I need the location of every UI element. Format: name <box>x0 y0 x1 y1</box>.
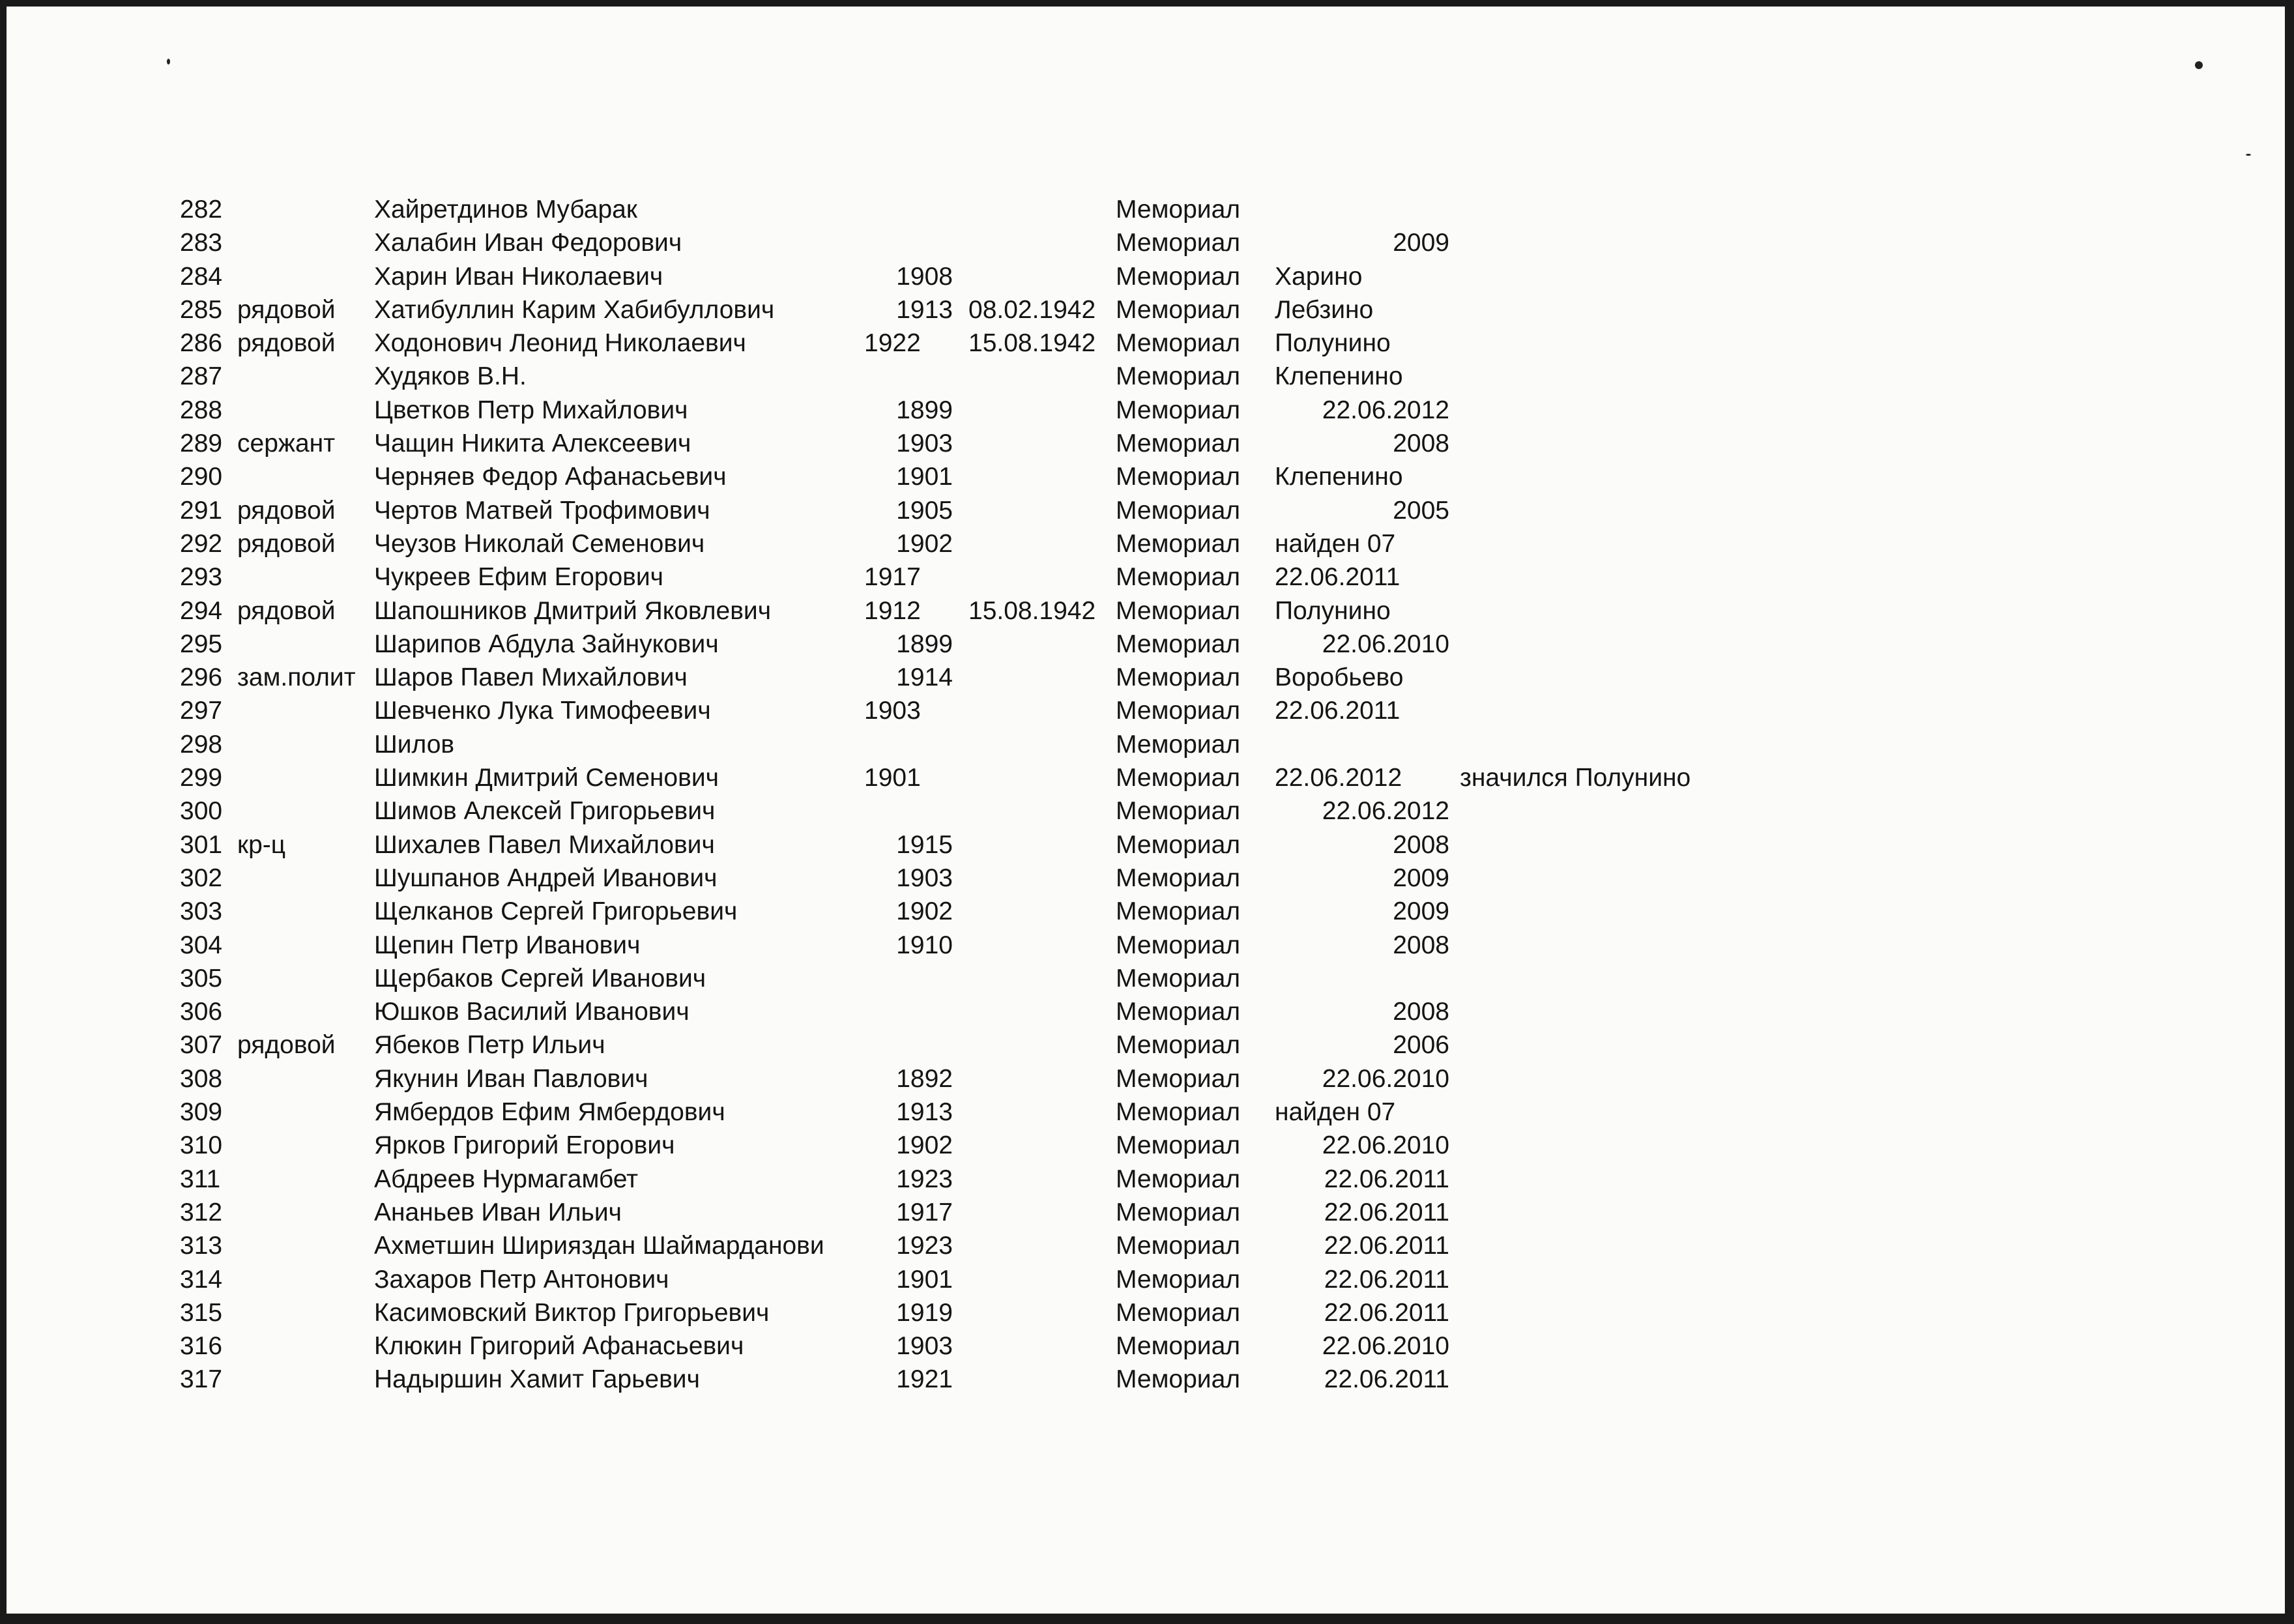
info-cell: 22.06.2011 <box>1324 1232 1449 1260</box>
row-number: 283 <box>180 229 223 257</box>
birth-year-cell: 1910 <box>896 931 953 959</box>
death-date-cell: 15.08.1942 <box>968 596 1096 625</box>
info-cell: 22.06.2010 <box>1322 1332 1449 1361</box>
death-date-cell: 08.02.1942 <box>968 295 1096 324</box>
info-cell: 2008 <box>1393 998 1449 1026</box>
info-cell: 2006 <box>1393 1031 1449 1060</box>
birth-year-cell: 1917 <box>864 563 921 592</box>
row-number: 289 <box>180 429 223 458</box>
table-row <box>0 394 2294 427</box>
info-cell: 22.06.2011 <box>1324 1298 1449 1327</box>
row-number: 298 <box>180 730 223 759</box>
table-row <box>0 594 2294 628</box>
name-cell: Надыршин Хамит Гарьевич <box>374 1365 700 1394</box>
info-cell: 22.06.2010 <box>1322 1064 1449 1093</box>
source-cell: Мемориал <box>1116 1365 1241 1394</box>
name-cell: Ахметшин Ширияздан Шаймарданови <box>374 1232 824 1260</box>
name-cell: Чащин Никита Алексеевич <box>374 429 691 458</box>
table-row <box>0 1028 2294 1062</box>
name-cell: Шимкин Дмитрий Семенович <box>374 764 719 792</box>
table-row <box>0 761 2294 794</box>
table-row <box>0 794 2294 828</box>
row-number: 291 <box>180 496 223 525</box>
name-cell: Ямбердов Ефим Ямбердович <box>374 1098 725 1127</box>
source-cell: Мемориал <box>1116 764 1241 792</box>
source-cell: Мемориал <box>1116 663 1241 692</box>
table-row <box>0 1296 2294 1329</box>
source-cell: Мемориал <box>1116 362 1241 391</box>
table-row <box>0 1363 2294 1396</box>
row-number: 288 <box>180 396 223 424</box>
birth-year-cell: 1902 <box>896 1131 953 1160</box>
scan-speck <box>167 59 170 65</box>
birth-year-cell: 1892 <box>896 1064 953 1093</box>
table-row <box>0 360 2294 393</box>
table-row <box>0 1062 2294 1095</box>
rank-cell: рядовой <box>237 329 336 358</box>
info-cell: 2009 <box>1393 229 1449 257</box>
info-cell: 22.06.2011 <box>1324 1365 1449 1394</box>
info-cell: 2009 <box>1393 863 1449 892</box>
source-cell: Мемориал <box>1116 529 1241 558</box>
info-cell: Полунино <box>1275 329 1391 358</box>
birth-year-cell: 1912 <box>864 596 921 625</box>
table-row <box>0 862 2294 895</box>
row-number: 300 <box>180 797 223 826</box>
rank-cell: рядовой <box>237 295 336 324</box>
birth-year-cell: 1917 <box>896 1198 953 1226</box>
source-cell: Мемориал <box>1116 797 1241 826</box>
birth-year-cell: 1915 <box>896 830 953 859</box>
name-cell: Щелканов Сергей Григорьевич <box>374 897 738 926</box>
source-cell: Мемориал <box>1116 1165 1241 1193</box>
name-cell: Черняев Федор Афанасьевич <box>374 463 727 491</box>
source-cell: Мемориал <box>1116 229 1241 257</box>
rank-cell: рядовой <box>237 529 336 558</box>
table-row <box>0 1163 2294 1196</box>
rank-cell: рядовой <box>237 596 336 625</box>
table-row <box>0 1263 2294 1296</box>
info-cell: найден 07 <box>1275 1098 1396 1127</box>
rank-cell: кр-ц <box>237 830 286 859</box>
name-cell: Харин Иван Николаевич <box>374 262 663 291</box>
source-cell: Мемориал <box>1116 329 1241 358</box>
row-number: 284 <box>180 262 223 291</box>
table-row <box>0 929 2294 962</box>
name-cell: Ябеков Петр Ильич <box>374 1031 605 1060</box>
birth-year-cell: 1903 <box>896 863 953 892</box>
rank-cell: рядовой <box>237 496 336 525</box>
rank-cell: рядовой <box>237 1031 336 1060</box>
birth-year-cell: 1921 <box>896 1365 953 1394</box>
name-cell: Шушпанов Андрей Иванович <box>374 863 718 892</box>
row-number: 313 <box>180 1232 223 1260</box>
table-row <box>0 1095 2294 1129</box>
name-cell: Чертов Матвей Трофимович <box>374 496 710 525</box>
birth-year-cell: 1913 <box>896 1098 953 1127</box>
name-cell: Щепин Петр Иванович <box>374 931 641 959</box>
info-cell: 2008 <box>1393 931 1449 959</box>
source-cell: Мемориал <box>1116 1232 1241 1260</box>
info-cell: 22.06.2011 <box>1275 697 1401 725</box>
table-row <box>0 260 2294 293</box>
table-row <box>0 293 2294 326</box>
source-cell: Мемориал <box>1116 931 1241 959</box>
info-cell: 22.06.2012 <box>1322 396 1449 424</box>
birth-year-cell: 1919 <box>896 1298 953 1327</box>
info-cell: Клепенино <box>1275 362 1403 391</box>
table-row <box>0 427 2294 460</box>
row-number: 292 <box>180 529 223 558</box>
birth-year-cell: 1903 <box>896 429 953 458</box>
birth-year-cell: 1902 <box>896 897 953 926</box>
source-cell: Мемориал <box>1116 596 1241 625</box>
row-number: 309 <box>180 1098 223 1127</box>
table-row <box>0 560 2294 594</box>
name-cell: Щербаков Сергей Иванович <box>374 964 706 993</box>
row-number: 290 <box>180 463 223 491</box>
row-number: 301 <box>180 830 223 859</box>
info-cell: 22.06.2011 <box>1275 563 1401 592</box>
info-cell: 2008 <box>1393 830 1449 859</box>
info-cell: Лебзино <box>1275 295 1374 324</box>
row-number: 315 <box>180 1298 223 1327</box>
source-cell: Мемориал <box>1116 563 1241 592</box>
birth-year-cell: 1899 <box>896 630 953 658</box>
row-number: 314 <box>180 1265 223 1294</box>
table-row <box>0 494 2294 527</box>
source-cell: Мемориал <box>1116 897 1241 926</box>
info-cell: 2009 <box>1393 897 1449 926</box>
rank-cell: зам.полит <box>237 663 356 692</box>
source-cell: Мемориал <box>1116 1064 1241 1093</box>
name-cell: Клюкин Григорий Афанасьевич <box>374 1332 744 1361</box>
name-cell: Юшков Василий Иванович <box>374 998 690 1026</box>
source-cell: Мемориал <box>1116 262 1241 291</box>
row-number: 294 <box>180 596 223 625</box>
row-number: 299 <box>180 764 223 792</box>
source-cell: Мемориал <box>1116 1332 1241 1361</box>
birth-year-cell: 1923 <box>896 1165 953 1193</box>
row-number: 304 <box>180 931 223 959</box>
table-row <box>0 1196 2294 1229</box>
birth-year-cell: 1903 <box>864 697 921 725</box>
name-cell: Ананьев Иван Ильич <box>374 1198 622 1226</box>
table-row <box>0 226 2294 259</box>
source-cell: Мемориал <box>1116 1298 1241 1327</box>
info-cell: 22.06.2012 <box>1322 797 1449 826</box>
row-number: 286 <box>180 329 223 358</box>
info-cell: 22.06.2010 <box>1322 1131 1449 1160</box>
row-number: 317 <box>180 1365 223 1394</box>
source-cell: Мемориал <box>1116 630 1241 658</box>
birth-year-cell: 1903 <box>896 1332 953 1361</box>
birth-year-cell: 1913 <box>896 295 953 324</box>
name-cell: Абдреев Нурмагамбет <box>374 1165 638 1193</box>
name-cell: Хатибуллин Карим Хабибуллович <box>374 295 775 324</box>
row-number: 296 <box>180 663 223 692</box>
death-date-cell: 15.08.1942 <box>968 329 1096 358</box>
info-cell: 22.06.2011 <box>1324 1265 1449 1294</box>
row-number: 293 <box>180 563 223 592</box>
table-row <box>0 895 2294 928</box>
row-number: 307 <box>180 1031 223 1060</box>
row-number: 297 <box>180 697 223 725</box>
name-cell: Шаров Павел Михайлович <box>374 663 688 692</box>
name-cell: Якунин Иван Павлович <box>374 1064 648 1093</box>
name-cell: Худяков В.Н. <box>374 362 527 391</box>
birth-year-cell: 1923 <box>896 1232 953 1260</box>
birth-year-cell: 1905 <box>896 496 953 525</box>
row-number: 310 <box>180 1131 223 1160</box>
table-row <box>0 694 2294 727</box>
birth-year-cell: 1901 <box>896 463 953 491</box>
name-cell: Шимов Алексей Григорьевич <box>374 797 716 826</box>
table-row <box>0 326 2294 360</box>
info-cell: Воробьево <box>1275 663 1404 692</box>
info-cell: 2008 <box>1393 429 1449 458</box>
table-row <box>0 962 2294 995</box>
birth-year-cell: 1901 <box>864 764 921 792</box>
source-cell: Мемориал <box>1116 730 1241 759</box>
name-cell: Ярков Григорий Егорович <box>374 1131 675 1160</box>
birth-year-cell: 1922 <box>864 329 921 358</box>
name-cell: Шихалев Павел Михайлович <box>374 830 715 859</box>
name-cell: Шарипов Абдула Зайнукович <box>374 630 719 658</box>
row-number: 285 <box>180 295 223 324</box>
table-row <box>0 1329 2294 1363</box>
source-cell: Мемориал <box>1116 697 1241 725</box>
scan-speck <box>2195 61 2203 69</box>
row-number: 302 <box>180 863 223 892</box>
source-cell: Мемориал <box>1116 496 1241 525</box>
row-number: 311 <box>180 1165 221 1193</box>
info-cell: 22.06.2012 <box>1275 764 1402 792</box>
source-cell: Мемориал <box>1116 830 1241 859</box>
source-cell: Мемориал <box>1116 1131 1241 1160</box>
name-cell: Цветков Петр Михайлович <box>374 396 688 424</box>
row-number: 287 <box>180 362 223 391</box>
name-cell: Шапошников Дмитрий Яковлевич <box>374 596 772 625</box>
row-number: 306 <box>180 998 223 1026</box>
birth-year-cell: 1902 <box>896 529 953 558</box>
table-row <box>0 193 2294 226</box>
name-cell: Чукреев Ефим Егорович <box>374 563 663 592</box>
source-cell: Мемориал <box>1116 295 1241 324</box>
table-row <box>0 728 2294 761</box>
info-cell: Харино <box>1275 262 1363 291</box>
source-cell: Мемориал <box>1116 196 1241 224</box>
row-number: 308 <box>180 1064 223 1093</box>
birth-year-cell: 1901 <box>896 1265 953 1294</box>
row-number: 303 <box>180 897 223 926</box>
table-row <box>0 1129 2294 1162</box>
table-row <box>0 527 2294 560</box>
info-cell: 22.06.2010 <box>1322 630 1449 658</box>
rank-cell: сержант <box>237 429 336 458</box>
name-cell: Захаров Петр Антонович <box>374 1265 669 1294</box>
memorial-list-table <box>0 193 2294 1397</box>
info-cell: найден 07 <box>1275 529 1396 558</box>
info-cell: Полунино <box>1275 596 1391 625</box>
info-cell: 22.06.2011 <box>1324 1198 1449 1226</box>
name-cell: Шевченко Лука Тимофеевич <box>374 697 711 725</box>
table-row <box>0 628 2294 661</box>
note-cell: значился Полунино <box>1460 764 1691 792</box>
info-cell: 22.06.2011 <box>1324 1165 1449 1193</box>
source-cell: Мемориал <box>1116 1265 1241 1294</box>
name-cell: Ходонович Леонид Николаевич <box>374 329 746 358</box>
row-number: 316 <box>180 1332 223 1361</box>
source-cell: Мемориал <box>1116 964 1241 993</box>
name-cell: Чеузов Николай Семенович <box>374 529 705 558</box>
source-cell: Мемориал <box>1116 1098 1241 1127</box>
source-cell: Мемориал <box>1116 429 1241 458</box>
source-cell: Мемориал <box>1116 396 1241 424</box>
info-cell: Клепенино <box>1275 463 1403 491</box>
source-cell: Мемориал <box>1116 998 1241 1026</box>
source-cell: Мемориал <box>1116 1031 1241 1060</box>
birth-year-cell: 1914 <box>896 663 953 692</box>
table-row <box>0 460 2294 493</box>
row-number: 312 <box>180 1198 223 1226</box>
birth-year-cell: 1908 <box>896 262 953 291</box>
row-number: 282 <box>180 196 223 224</box>
scan-speck <box>2246 154 2251 156</box>
table-row <box>0 828 2294 862</box>
source-cell: Мемориал <box>1116 1198 1241 1226</box>
name-cell: Халабин Иван Федорович <box>374 229 682 257</box>
birth-year-cell: 1899 <box>896 396 953 424</box>
name-cell: Касимовский Виктор Григорьевич <box>374 1298 770 1327</box>
row-number: 295 <box>180 630 223 658</box>
table-row <box>0 995 2294 1028</box>
name-cell: Шилов <box>374 730 455 759</box>
info-cell: 2005 <box>1393 496 1449 525</box>
table-row <box>0 1229 2294 1262</box>
source-cell: Мемориал <box>1116 863 1241 892</box>
row-number: 305 <box>180 964 223 993</box>
name-cell: Хайретдинов Мубарак <box>374 196 637 224</box>
source-cell: Мемориал <box>1116 463 1241 491</box>
table-row <box>0 661 2294 694</box>
